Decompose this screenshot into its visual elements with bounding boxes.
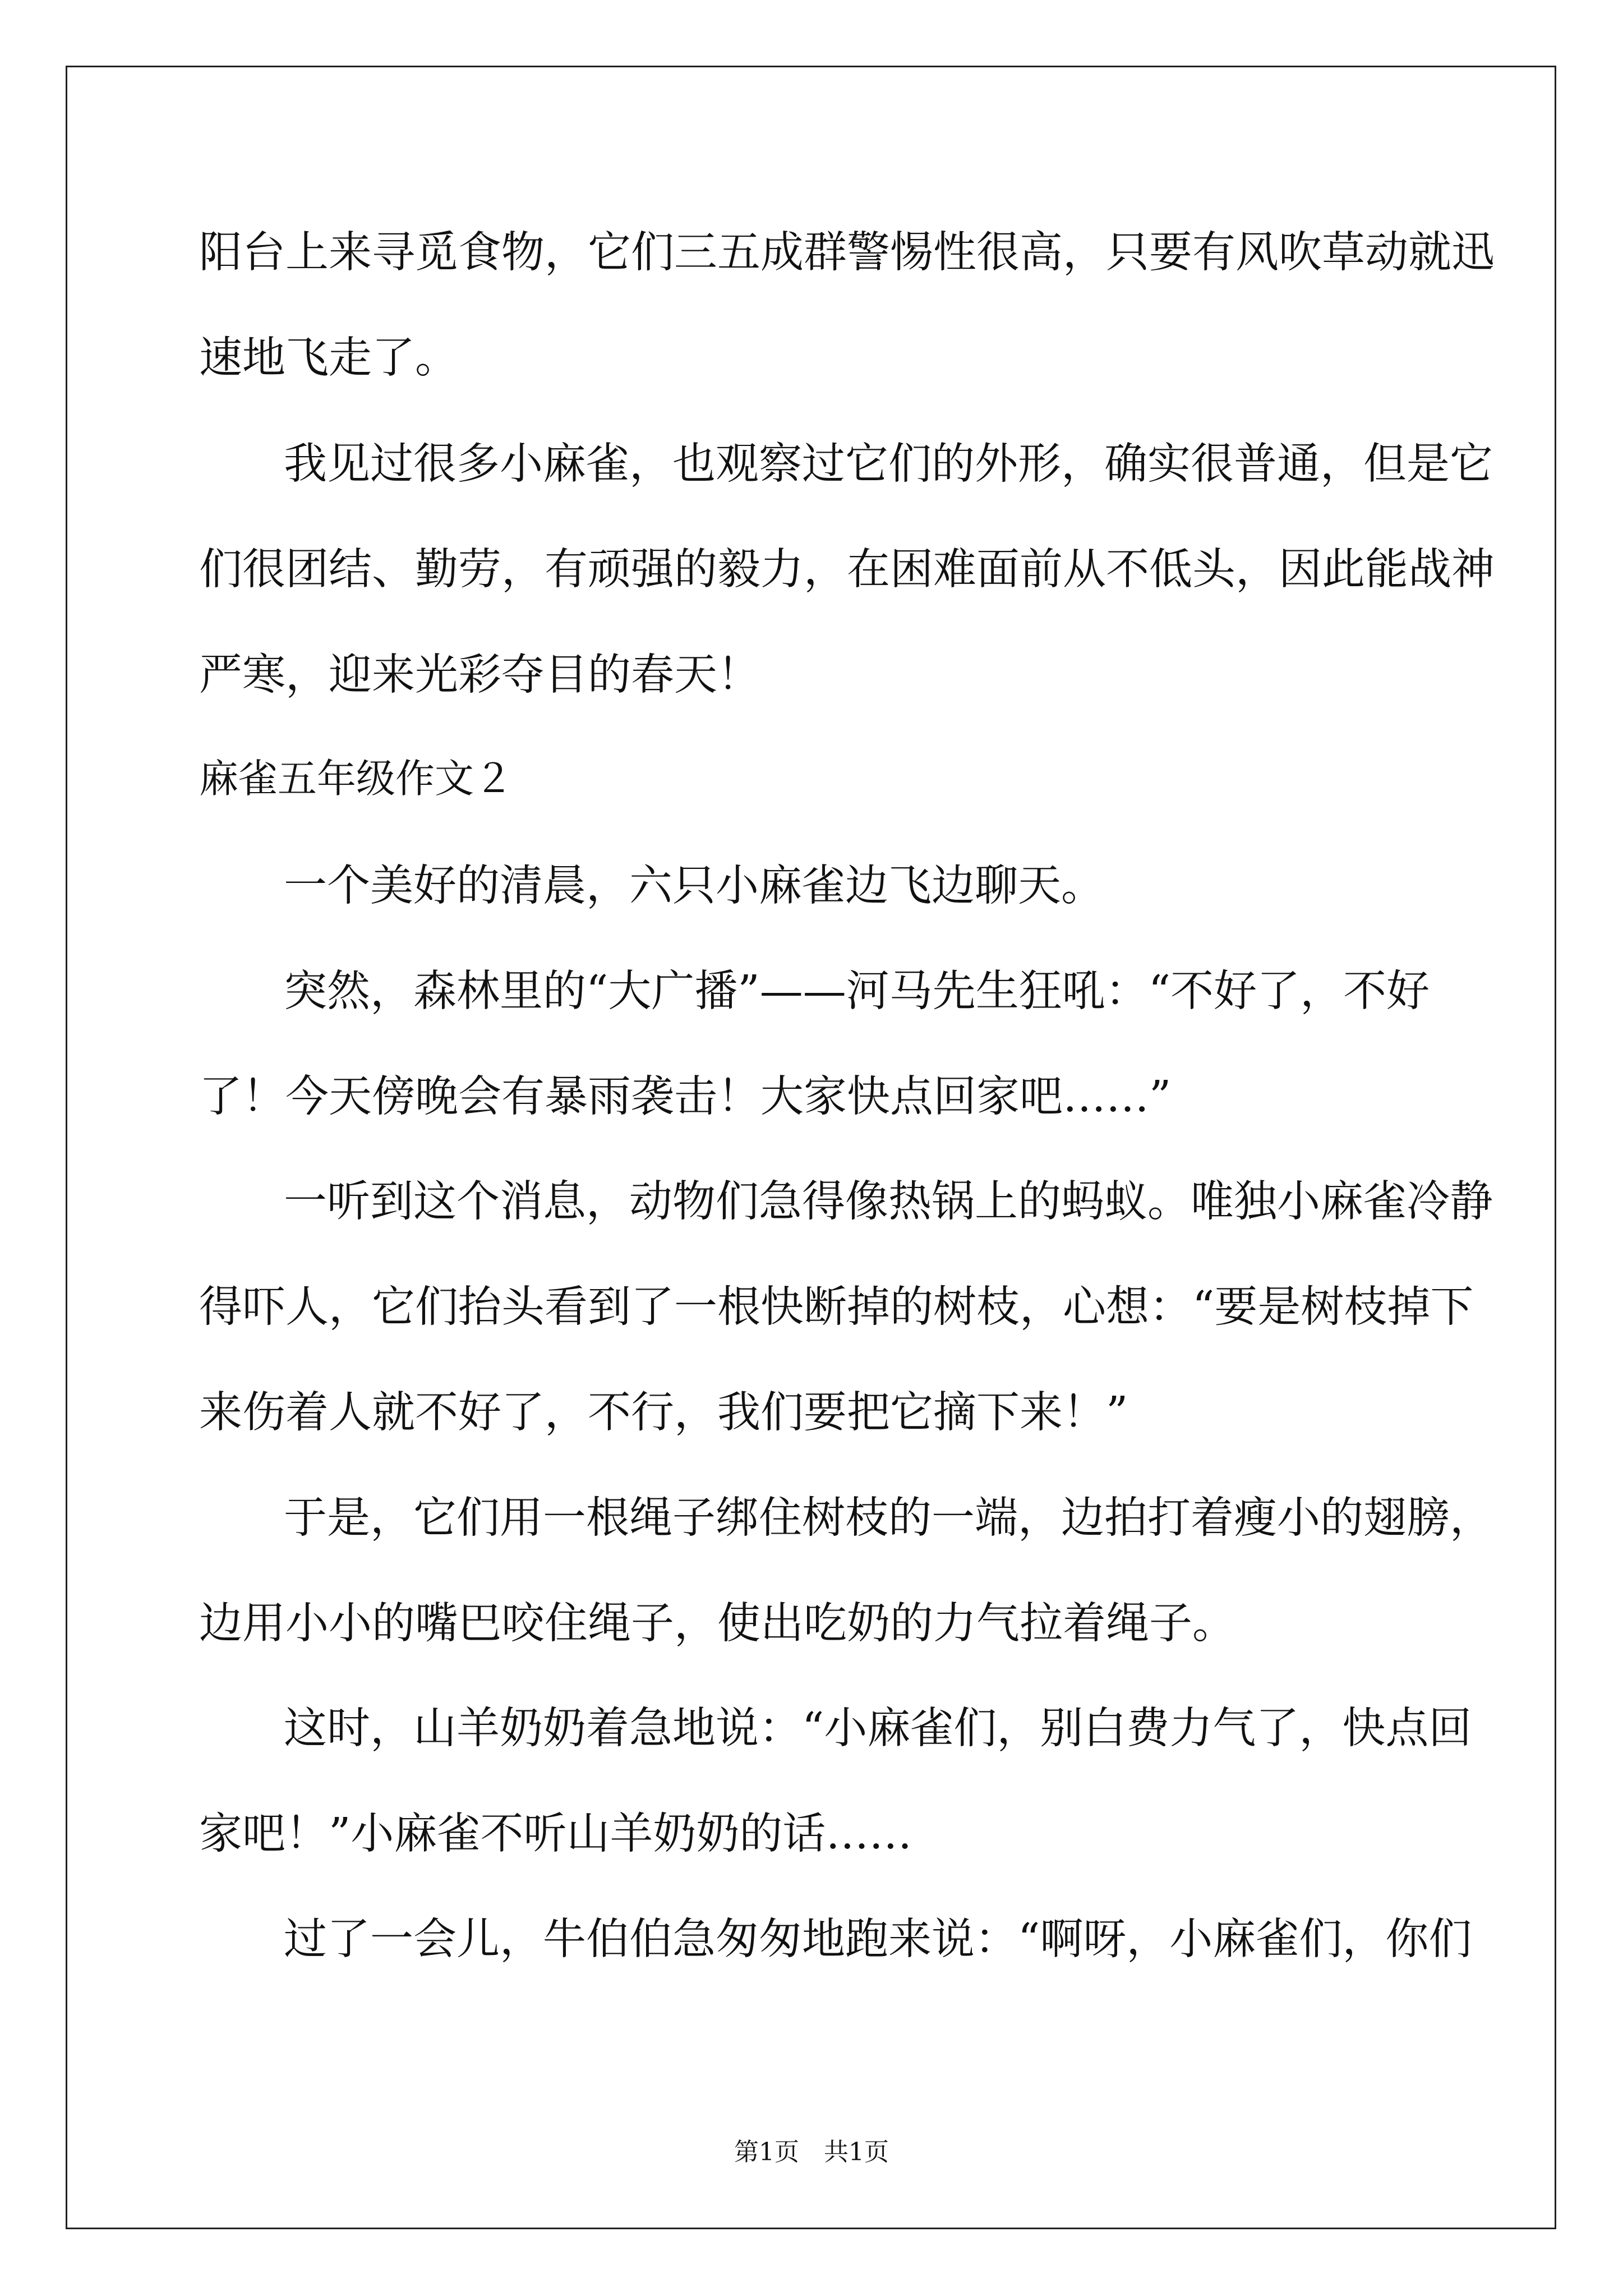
text-line: 家吧！”小麻雀不听山羊奶奶的话…… <box>199 1809 912 1859</box>
text-line: 我见过很多小麻雀，也观察过它们的外形，确实很普通，但是它 <box>284 439 1493 489</box>
text-line: 一个美好的清晨，六只小麻雀边飞边聊天。 <box>284 861 1104 911</box>
text-line: 于是，它们用一根绳子绑住树枝的一端，边拍打着瘦小的翅膀， <box>284 1493 1493 1543</box>
text-line: 速地飞走了。 <box>199 333 458 383</box>
text-line: 边用小小的嘴巴咬住绳子，使出吃奶的力气拉着绳子。 <box>199 1599 1235 1649</box>
text-line: 们很团结、勤劳，有顽强的毅力，在困难面前从不低头，因此能战神 <box>199 545 1495 595</box>
text-line: 突然，森林里的“大广播”——河马先生狂吼：“不好了，不好 <box>284 967 1430 1016</box>
page-footer: 第1页 共1页 <box>734 2138 889 2166</box>
text-line: 得吓人，它们抬头看到了一根快断掉的树枝，心想：“要是树枝掉下 <box>199 1282 1474 1332</box>
text-line: 严寒，迎来光彩夺目的春天！ <box>199 650 760 700</box>
text-line: 过了一会儿，牛伯伯急匆匆地跑来说：“啊呀，小麻雀们，你们 <box>284 1915 1472 1964</box>
text-line: 阳台上来寻觅食物，它们三五成群警惕性很高，只要有风吹草动就迅 <box>199 228 1495 278</box>
text-line: 一听到这个消息，动物们急得像热锅上的蚂蚁。唯独小麻雀冷静 <box>284 1177 1493 1227</box>
text-line: 来伤着人就不好了，不行，我们要把它摘下来！” <box>199 1388 1128 1438</box>
text-line: 这时，山羊奶奶着急地说：“小麻雀们，别白费力气了，快点回 <box>284 1704 1472 1754</box>
section-heading: 麻雀五年级作文２ <box>199 756 513 802</box>
page-border <box>66 66 1556 2229</box>
text-line: 了！今天傍晚会有暴雨袭击！大家快点回家吧……” <box>199 1072 1172 1122</box>
